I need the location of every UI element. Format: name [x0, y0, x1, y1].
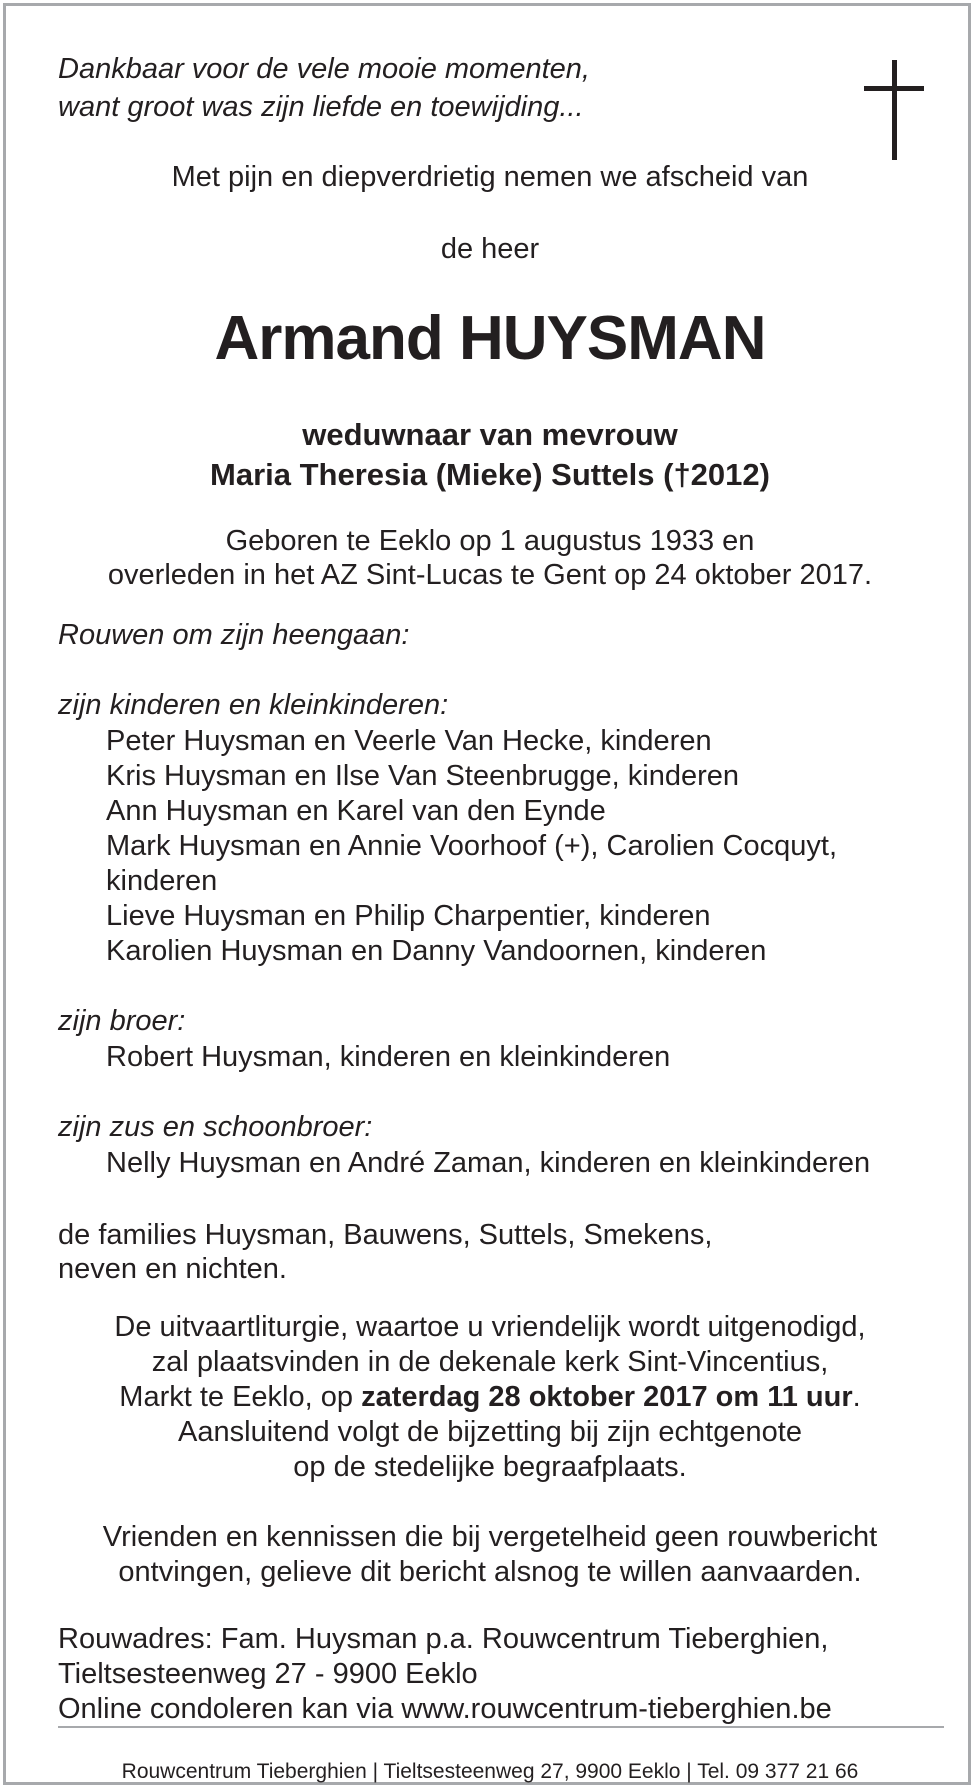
ceremony-line-4: Aansluitend volgt de bijzetting bij zijn echtgenote — [178, 1416, 802, 1448]
brother-heading: zijn broer: — [58, 1005, 186, 1037]
list-item: Lieve Huysman en Philip Charpentier, kinderen — [106, 900, 711, 932]
families-line-1: de families Huysman, Bauwens, Suttels, Smekens, — [58, 1219, 713, 1251]
notice-line-1: Vrienden en kennissen die bij vergetelheid geen rouwbericht — [102, 1521, 878, 1553]
dates-line-2: overleden in het AZ Sint-Lucas te Gent op 24 oktober 2017. — [107, 559, 873, 591]
address-line-2: Tieltsesteenweg 27 - 9900 Eeklo — [58, 1658, 478, 1690]
list-item: Kris Huysman en Ilse Van Steenbrugge, kinderen — [106, 760, 739, 792]
deceased-name: Armand HUYSMAN — [214, 304, 766, 373]
ceremony-date: zaterdag 28 oktober 2017 om 11 uur — [361, 1381, 853, 1413]
spouse-line-1: weduwnaar van mevrouw — [302, 417, 678, 452]
ceremony-line-5: op de stedelijke begraafplaats. — [293, 1451, 687, 1483]
list-item: Peter Huysman en Veerle Van Hecke, kinderen — [106, 725, 712, 757]
list-item: Ann Huysman en Karel van den Eynde — [106, 795, 606, 827]
list-item: Karolien Huysman en Danny Vandoornen, kinderen — [106, 935, 767, 967]
announcement: Met pijn en diepverdrietig nemen we afscheid van — [171, 161, 809, 193]
list-item: Mark Huysman en Annie Voorhoof (+), Carolien Cocquyt, — [106, 830, 838, 862]
list-item: Robert Huysman, kinderen en kleinkinderen — [106, 1041, 671, 1073]
intro-line-1: Dankbaar voor de vele mooie momenten, — [58, 53, 590, 85]
footer: Rouwcentrum Tieberghien | Tieltsesteenweg 27, 9900 Eeklo | Tel. 09 377 21 66 — [121, 1760, 859, 1783]
ceremony-text: Markt te Eeklo, op — [119, 1381, 362, 1413]
intro-line-2: want groot was zijn liefde en toewijding... — [58, 91, 584, 123]
ceremony-period: . — [852, 1381, 861, 1413]
dates-line-1: Geboren te Eeklo op 1 augustus 1933 en — [225, 525, 755, 557]
ceremony-line-1: De uitvaartliturgie, waartoe u vriendelijk wordt uitgenodigd, — [114, 1311, 866, 1343]
families-line-2: neven en nichten. — [58, 1253, 287, 1285]
list-item: kinderen — [106, 865, 218, 897]
condolence-link[interactable]: Online condoleren kan via www.rouwcentrum-tieberghien.be — [58, 1693, 832, 1725]
footer-divider — [58, 1726, 944, 1728]
address-line-1: Rouwadres: Fam. Huysman p.a. Rouwcentrum Tieberghien, — [58, 1623, 829, 1655]
cross-icon — [864, 60, 924, 160]
ceremony-line-2: zal plaatsvinden in de dekenale kerk Sint-Vincentius, — [151, 1346, 829, 1378]
list-item: Nelly Huysman en André Zaman, kinderen en kleinkinderen — [106, 1147, 871, 1179]
mourners-heading: Rouwen om zijn heengaan: — [58, 619, 410, 651]
notice-line-2: ontvingen, gelieve dit bericht alsnog te willen aanvaarden. — [118, 1556, 862, 1588]
spouse-line-2: Maria Theresia (Mieke) Suttels (†2012) — [210, 457, 770, 492]
sister-heading: zijn zus en schoonbroer: — [58, 1111, 373, 1143]
salutation: de heer — [440, 233, 540, 265]
children-heading: zijn kinderen en kleinkinderen: — [58, 689, 449, 721]
ceremony-line-3 — [0, 1380, 980, 1415]
